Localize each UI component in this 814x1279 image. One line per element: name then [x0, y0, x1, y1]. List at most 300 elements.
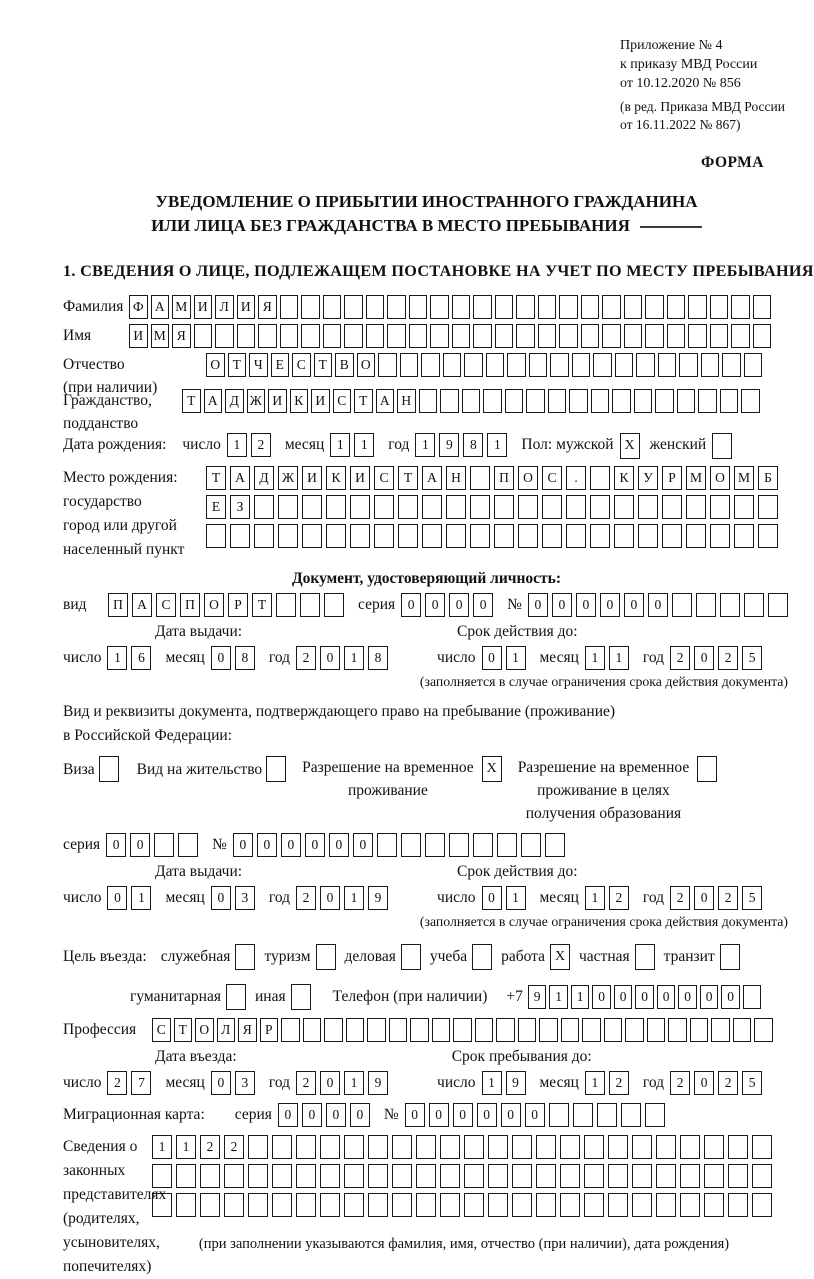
- char-box[interactable]: [582, 1018, 601, 1042]
- char-box[interactable]: 0: [694, 1071, 714, 1095]
- char-box[interactable]: [584, 1135, 604, 1159]
- char-box[interactable]: [387, 324, 406, 348]
- char-box[interactable]: [464, 1164, 484, 1188]
- char-box[interactable]: Т: [252, 593, 272, 617]
- char-box[interactable]: [344, 1135, 364, 1159]
- char-box[interactable]: [512, 1193, 532, 1217]
- char-box[interactable]: [464, 353, 483, 377]
- char-box[interactable]: 1: [571, 985, 590, 1009]
- char-box[interactable]: [722, 353, 741, 377]
- char-box[interactable]: [483, 389, 502, 413]
- char-box[interactable]: [680, 1135, 700, 1159]
- char-box[interactable]: В: [335, 353, 354, 377]
- char-box[interactable]: 0: [350, 1103, 370, 1127]
- char-box[interactable]: [638, 524, 658, 548]
- char-box[interactable]: [416, 1135, 436, 1159]
- char-box[interactable]: [410, 1018, 429, 1042]
- char-box[interactable]: [300, 593, 320, 617]
- char-box[interactable]: [316, 944, 336, 970]
- char-box[interactable]: 1: [506, 646, 526, 670]
- char-box[interactable]: 8: [235, 646, 255, 670]
- char-box[interactable]: 0: [600, 593, 620, 617]
- char-box[interactable]: [377, 833, 397, 857]
- char-box[interactable]: [224, 1164, 244, 1188]
- char-box[interactable]: [720, 944, 740, 970]
- char-box[interactable]: [301, 295, 320, 319]
- char-box[interactable]: 0: [281, 833, 301, 857]
- char-box[interactable]: [281, 1018, 300, 1042]
- char-box[interactable]: 0: [482, 646, 502, 670]
- char-box[interactable]: [422, 495, 442, 519]
- char-box[interactable]: [559, 295, 578, 319]
- char-box[interactable]: Ф: [129, 295, 148, 319]
- char-box[interactable]: [398, 524, 418, 548]
- char-box[interactable]: [560, 1193, 580, 1217]
- char-box[interactable]: 1: [482, 1071, 502, 1095]
- char-box[interactable]: [752, 1164, 772, 1188]
- char-box[interactable]: 1: [415, 433, 435, 457]
- char-box[interactable]: [464, 1135, 484, 1159]
- char-box[interactable]: 0: [694, 886, 714, 910]
- char-box[interactable]: А: [422, 466, 442, 490]
- char-box[interactable]: 0: [552, 593, 572, 617]
- char-box[interactable]: Т: [398, 466, 418, 490]
- char-box[interactable]: Т: [228, 353, 247, 377]
- char-box[interactable]: К: [614, 466, 634, 490]
- char-box[interactable]: 2: [107, 1071, 127, 1095]
- char-box[interactable]: [497, 833, 517, 857]
- char-box[interactable]: 0: [624, 593, 644, 617]
- char-box[interactable]: [704, 1164, 724, 1188]
- char-box[interactable]: [561, 1018, 580, 1042]
- char-box[interactable]: [470, 466, 490, 490]
- char-box[interactable]: 2: [718, 1071, 738, 1095]
- char-box[interactable]: [560, 1135, 580, 1159]
- char-box[interactable]: [604, 1018, 623, 1042]
- char-box[interactable]: [734, 524, 754, 548]
- char-box[interactable]: 0: [211, 886, 231, 910]
- char-box[interactable]: [226, 984, 246, 1010]
- char-box[interactable]: [346, 1018, 365, 1042]
- char-box[interactable]: [656, 1135, 676, 1159]
- char-box[interactable]: 0: [657, 985, 676, 1009]
- char-box[interactable]: Т: [314, 353, 333, 377]
- char-box[interactable]: Р: [228, 593, 248, 617]
- char-box[interactable]: [494, 495, 514, 519]
- char-box[interactable]: [559, 324, 578, 348]
- char-box[interactable]: [475, 1018, 494, 1042]
- char-box[interactable]: [200, 1193, 220, 1217]
- char-box[interactable]: [679, 353, 698, 377]
- char-box[interactable]: [389, 1018, 408, 1042]
- char-box[interactable]: [538, 324, 557, 348]
- char-box[interactable]: 8: [368, 646, 388, 670]
- char-box[interactable]: [366, 324, 385, 348]
- char-box[interactable]: 9: [528, 985, 547, 1009]
- char-box[interactable]: [344, 324, 363, 348]
- char-box[interactable]: [368, 1193, 388, 1217]
- char-box[interactable]: [326, 495, 346, 519]
- char-box[interactable]: [636, 353, 655, 377]
- char-box[interactable]: [178, 833, 198, 857]
- char-box[interactable]: [720, 593, 740, 617]
- char-box[interactable]: 2: [718, 646, 738, 670]
- char-box[interactable]: 5: [742, 646, 762, 670]
- char-box[interactable]: [733, 1018, 752, 1042]
- char-box[interactable]: 0: [694, 646, 714, 670]
- char-box[interactable]: 0: [700, 985, 719, 1009]
- char-box[interactable]: 2: [609, 886, 629, 910]
- char-box[interactable]: X: [482, 756, 502, 782]
- char-box[interactable]: П: [108, 593, 128, 617]
- char-box[interactable]: 0: [576, 593, 596, 617]
- char-box[interactable]: [296, 1135, 316, 1159]
- char-box[interactable]: [614, 524, 634, 548]
- char-box[interactable]: [512, 1135, 532, 1159]
- char-box[interactable]: К: [326, 466, 346, 490]
- char-box[interactable]: [176, 1193, 196, 1217]
- char-box[interactable]: 0: [635, 985, 654, 1009]
- char-box[interactable]: [378, 353, 397, 377]
- char-box[interactable]: [593, 353, 612, 377]
- char-box[interactable]: И: [311, 389, 330, 413]
- char-box[interactable]: П: [180, 593, 200, 617]
- char-box[interactable]: З: [230, 495, 250, 519]
- char-box[interactable]: [248, 1135, 268, 1159]
- char-box[interactable]: [258, 324, 277, 348]
- char-box[interactable]: [400, 353, 419, 377]
- char-box[interactable]: [518, 524, 538, 548]
- char-box[interactable]: А: [204, 389, 223, 413]
- char-box[interactable]: М: [172, 295, 191, 319]
- char-box[interactable]: [446, 495, 466, 519]
- char-box[interactable]: [614, 495, 634, 519]
- char-box[interactable]: [409, 295, 428, 319]
- char-box[interactable]: 2: [200, 1135, 220, 1159]
- char-box[interactable]: [710, 324, 729, 348]
- char-box[interactable]: Р: [662, 466, 682, 490]
- char-box[interactable]: [374, 495, 394, 519]
- char-box[interactable]: [529, 353, 548, 377]
- char-box[interactable]: 0: [107, 886, 127, 910]
- char-box[interactable]: Н: [397, 389, 416, 413]
- char-box[interactable]: [560, 1164, 580, 1188]
- char-box[interactable]: [416, 1193, 436, 1217]
- char-box[interactable]: С: [156, 593, 176, 617]
- char-box[interactable]: И: [350, 466, 370, 490]
- char-box[interactable]: [324, 1018, 343, 1042]
- char-box[interactable]: И: [194, 295, 213, 319]
- char-box[interactable]: Н: [446, 466, 466, 490]
- char-box[interactable]: [526, 389, 545, 413]
- char-box[interactable]: X: [620, 433, 640, 459]
- char-box[interactable]: [615, 353, 634, 377]
- char-box[interactable]: Л: [215, 295, 234, 319]
- char-box[interactable]: 0: [320, 1071, 340, 1095]
- char-box[interactable]: 2: [296, 1071, 316, 1095]
- char-box[interactable]: [472, 944, 492, 970]
- char-box[interactable]: 0: [501, 1103, 521, 1127]
- char-box[interactable]: [658, 353, 677, 377]
- char-box[interactable]: [154, 833, 174, 857]
- char-box[interactable]: [656, 1193, 676, 1217]
- char-box[interactable]: [690, 1018, 709, 1042]
- char-box[interactable]: 3: [235, 886, 255, 910]
- char-box[interactable]: [744, 353, 763, 377]
- char-box[interactable]: А: [132, 593, 152, 617]
- char-box[interactable]: 2: [718, 886, 738, 910]
- char-box[interactable]: [548, 389, 567, 413]
- char-box[interactable]: 1: [344, 1071, 364, 1095]
- char-box[interactable]: [608, 1164, 628, 1188]
- char-box[interactable]: [516, 324, 535, 348]
- char-box[interactable]: [731, 295, 750, 319]
- char-box[interactable]: [323, 295, 342, 319]
- char-box[interactable]: 1: [585, 646, 605, 670]
- char-box[interactable]: [452, 324, 471, 348]
- char-box[interactable]: [536, 1135, 556, 1159]
- char-box[interactable]: Б: [758, 466, 778, 490]
- char-box[interactable]: [741, 389, 760, 413]
- char-box[interactable]: [248, 1164, 268, 1188]
- char-box[interactable]: [632, 1164, 652, 1188]
- char-box[interactable]: [550, 353, 569, 377]
- char-box[interactable]: 0: [449, 593, 469, 617]
- char-box[interactable]: [539, 1018, 558, 1042]
- char-box[interactable]: [324, 593, 344, 617]
- char-box[interactable]: 0: [320, 646, 340, 670]
- char-box[interactable]: [549, 1103, 569, 1127]
- char-box[interactable]: [668, 1018, 687, 1042]
- char-box[interactable]: 6: [131, 646, 151, 670]
- char-box[interactable]: [704, 1193, 724, 1217]
- char-box[interactable]: [488, 1135, 508, 1159]
- char-box[interactable]: Т: [182, 389, 201, 413]
- char-box[interactable]: [512, 1164, 532, 1188]
- char-box[interactable]: [344, 1193, 364, 1217]
- char-box[interactable]: [645, 1103, 665, 1127]
- char-box[interactable]: [176, 1164, 196, 1188]
- char-box[interactable]: [278, 524, 298, 548]
- char-box[interactable]: Р: [260, 1018, 279, 1042]
- char-box[interactable]: [686, 524, 706, 548]
- char-box[interactable]: 0: [592, 985, 611, 1009]
- char-box[interactable]: [421, 353, 440, 377]
- char-box[interactable]: 0: [429, 1103, 449, 1127]
- char-box[interactable]: 0: [211, 646, 231, 670]
- char-box[interactable]: С: [152, 1018, 171, 1042]
- char-box[interactable]: [584, 1164, 604, 1188]
- char-box[interactable]: [698, 389, 717, 413]
- char-box[interactable]: [99, 756, 119, 782]
- char-box[interactable]: [743, 985, 762, 1009]
- char-box[interactable]: [367, 1018, 386, 1042]
- char-box[interactable]: 9: [506, 1071, 526, 1095]
- char-box[interactable]: А: [151, 295, 170, 319]
- char-box[interactable]: [590, 524, 610, 548]
- char-box[interactable]: [470, 524, 490, 548]
- char-box[interactable]: 1: [152, 1135, 172, 1159]
- char-box[interactable]: Ж: [247, 389, 266, 413]
- char-box[interactable]: [432, 1018, 451, 1042]
- char-box[interactable]: О: [357, 353, 376, 377]
- char-box[interactable]: 1: [585, 1071, 605, 1095]
- char-box[interactable]: [566, 495, 586, 519]
- char-box[interactable]: [521, 833, 541, 857]
- char-box[interactable]: 0: [528, 593, 548, 617]
- char-box[interactable]: [215, 324, 234, 348]
- char-box[interactable]: [677, 389, 696, 413]
- char-box[interactable]: И: [237, 295, 256, 319]
- char-box[interactable]: [662, 524, 682, 548]
- char-box[interactable]: Т: [206, 466, 226, 490]
- char-box[interactable]: [280, 295, 299, 319]
- char-box[interactable]: [350, 524, 370, 548]
- char-box[interactable]: [254, 524, 274, 548]
- char-box[interactable]: [536, 1193, 556, 1217]
- char-box[interactable]: [401, 944, 421, 970]
- char-box[interactable]: [758, 495, 778, 519]
- char-box[interactable]: [425, 833, 445, 857]
- char-box[interactable]: [152, 1164, 172, 1188]
- char-box[interactable]: [430, 295, 449, 319]
- char-box[interactable]: [590, 466, 610, 490]
- char-box[interactable]: С: [292, 353, 311, 377]
- char-box[interactable]: 0: [721, 985, 740, 1009]
- char-box[interactable]: 0: [425, 593, 445, 617]
- char-box[interactable]: [667, 295, 686, 319]
- char-box[interactable]: [344, 295, 363, 319]
- char-box[interactable]: 1: [107, 646, 127, 670]
- char-box[interactable]: [392, 1135, 412, 1159]
- char-box[interactable]: [602, 295, 621, 319]
- char-box[interactable]: [688, 295, 707, 319]
- char-box[interactable]: И: [129, 324, 148, 348]
- char-box[interactable]: [710, 524, 730, 548]
- char-box[interactable]: [581, 295, 600, 319]
- char-box[interactable]: 2: [251, 433, 271, 457]
- char-box[interactable]: [634, 389, 653, 413]
- char-box[interactable]: [235, 944, 255, 970]
- char-box[interactable]: [712, 433, 732, 459]
- char-box[interactable]: [200, 1164, 220, 1188]
- char-box[interactable]: [645, 295, 664, 319]
- char-box[interactable]: [303, 1018, 322, 1042]
- char-box[interactable]: [272, 1135, 292, 1159]
- char-box[interactable]: [710, 295, 729, 319]
- char-box[interactable]: [667, 324, 686, 348]
- char-box[interactable]: [494, 524, 514, 548]
- char-box[interactable]: [608, 1135, 628, 1159]
- char-box[interactable]: 5: [742, 886, 762, 910]
- char-box[interactable]: 1: [344, 886, 364, 910]
- char-box[interactable]: С: [333, 389, 352, 413]
- char-box[interactable]: [392, 1193, 412, 1217]
- char-box[interactable]: [453, 1018, 472, 1042]
- char-box[interactable]: [302, 495, 322, 519]
- char-box[interactable]: [632, 1193, 652, 1217]
- char-box[interactable]: 0: [477, 1103, 497, 1127]
- char-box[interactable]: X: [550, 944, 570, 970]
- char-box[interactable]: 0: [614, 985, 633, 1009]
- char-box[interactable]: [302, 524, 322, 548]
- char-box[interactable]: [608, 1193, 628, 1217]
- char-box[interactable]: 0: [525, 1103, 545, 1127]
- char-box[interactable]: [440, 1135, 460, 1159]
- char-box[interactable]: [516, 295, 535, 319]
- char-box[interactable]: 0: [326, 1103, 346, 1127]
- char-box[interactable]: [752, 1135, 772, 1159]
- char-box[interactable]: [401, 833, 421, 857]
- char-box[interactable]: [758, 524, 778, 548]
- char-box[interactable]: [320, 1193, 340, 1217]
- char-box[interactable]: [409, 324, 428, 348]
- char-box[interactable]: Д: [254, 466, 274, 490]
- char-box[interactable]: 1: [487, 433, 507, 457]
- char-box[interactable]: 2: [670, 886, 690, 910]
- char-box[interactable]: [398, 495, 418, 519]
- char-box[interactable]: [470, 495, 490, 519]
- char-box[interactable]: [374, 524, 394, 548]
- char-box[interactable]: [278, 495, 298, 519]
- char-box[interactable]: [452, 295, 471, 319]
- char-box[interactable]: [612, 389, 631, 413]
- char-box[interactable]: [680, 1193, 700, 1217]
- char-box[interactable]: [446, 524, 466, 548]
- char-box[interactable]: 0: [473, 593, 493, 617]
- char-box[interactable]: [276, 593, 296, 617]
- char-box[interactable]: 0: [106, 833, 126, 857]
- char-box[interactable]: 2: [296, 646, 316, 670]
- char-box[interactable]: 0: [329, 833, 349, 857]
- char-box[interactable]: [566, 524, 586, 548]
- char-box[interactable]: [320, 1135, 340, 1159]
- char-box[interactable]: 9: [368, 1071, 388, 1095]
- char-box[interactable]: О: [195, 1018, 214, 1042]
- char-box[interactable]: [573, 1103, 593, 1127]
- char-box[interactable]: Ж: [278, 466, 298, 490]
- char-box[interactable]: Я: [258, 295, 277, 319]
- char-box[interactable]: [194, 324, 213, 348]
- char-box[interactable]: М: [151, 324, 170, 348]
- char-box[interactable]: 0: [130, 833, 150, 857]
- char-box[interactable]: 1: [131, 886, 151, 910]
- char-box[interactable]: [368, 1164, 388, 1188]
- char-box[interactable]: 0: [648, 593, 668, 617]
- char-box[interactable]: [647, 1018, 666, 1042]
- char-box[interactable]: [731, 324, 750, 348]
- char-box[interactable]: [696, 593, 716, 617]
- char-box[interactable]: П: [494, 466, 514, 490]
- char-box[interactable]: 0: [482, 886, 502, 910]
- char-box[interactable]: [291, 984, 311, 1010]
- char-box[interactable]: 0: [278, 1103, 298, 1127]
- char-box[interactable]: 0: [320, 886, 340, 910]
- char-box[interactable]: 1: [227, 433, 247, 457]
- char-box[interactable]: И: [302, 466, 322, 490]
- char-box[interactable]: [569, 389, 588, 413]
- char-box[interactable]: [686, 495, 706, 519]
- char-box[interactable]: [296, 1164, 316, 1188]
- char-box[interactable]: [422, 524, 442, 548]
- char-box[interactable]: [597, 1103, 617, 1127]
- char-box[interactable]: [248, 1193, 268, 1217]
- char-box[interactable]: М: [734, 466, 754, 490]
- char-box[interactable]: [368, 1135, 388, 1159]
- char-box[interactable]: [323, 324, 342, 348]
- char-box[interactable]: 1: [176, 1135, 196, 1159]
- char-box[interactable]: [495, 324, 514, 348]
